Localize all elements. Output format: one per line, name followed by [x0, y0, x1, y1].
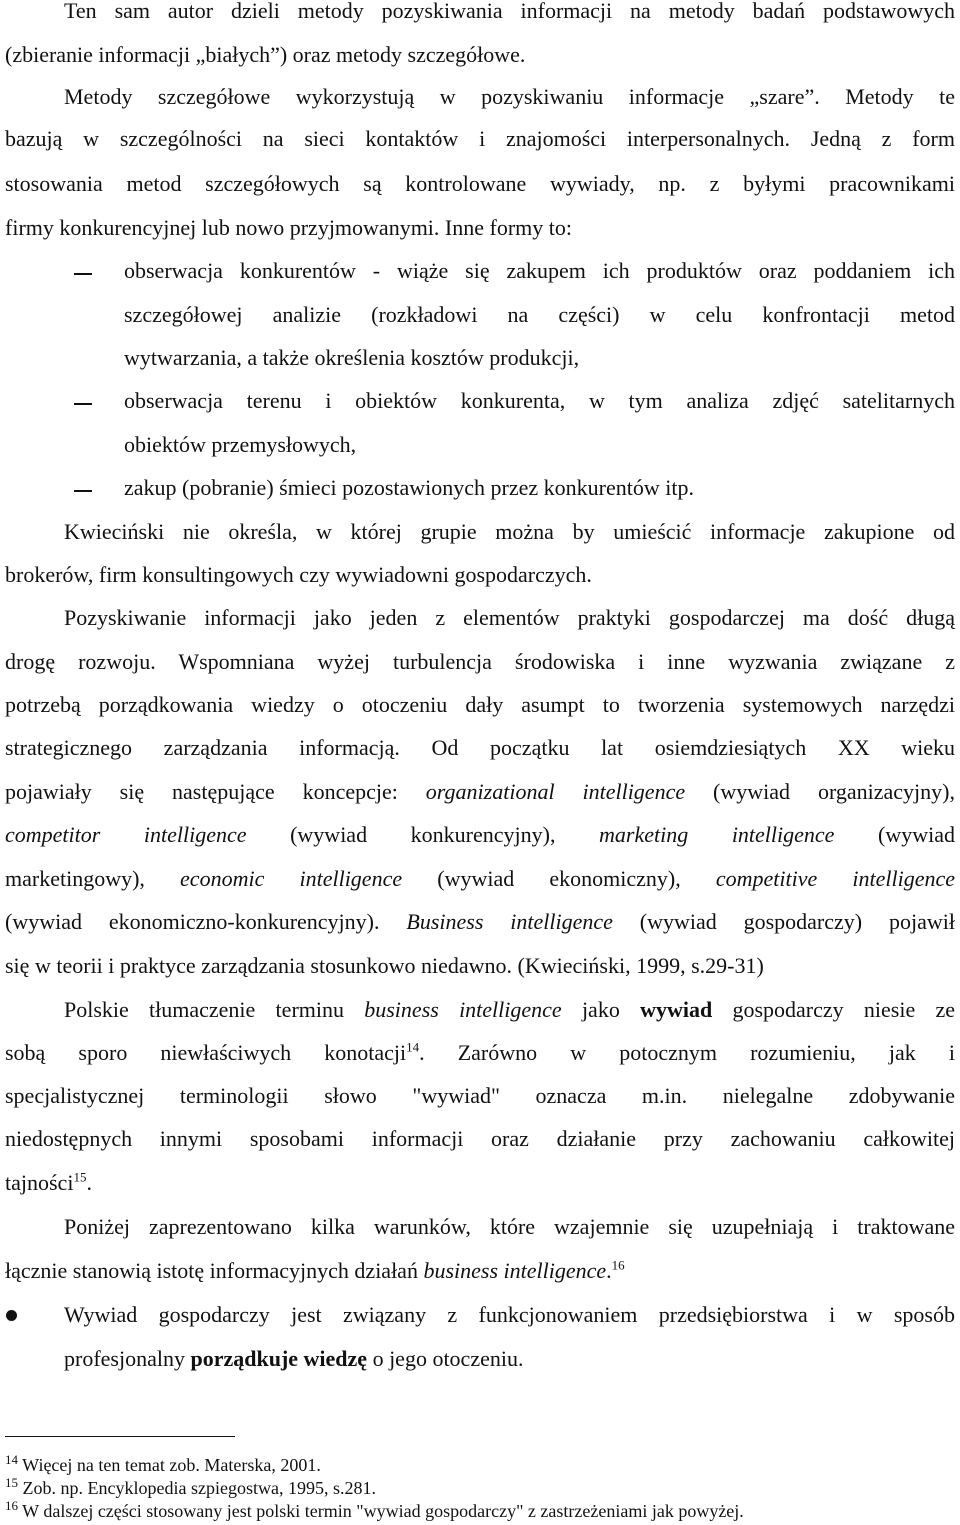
- text-line: drogę rozwoju. Wspomniana wyżej turbulencja środowiska i inne wyzwania związane z: [5, 649, 955, 674]
- text-line: Kwieciński nie określa, w której grupie można by umieścić informacje zakupione od: [64, 519, 955, 544]
- footnote-divider: [5, 1436, 235, 1437]
- text-line: Pozyskiwanie informacji jako jeden z elementów praktyki gospodarczej ma dość długą: [64, 605, 955, 630]
- footnote: $^{15}$ Zob. np. Encyklopedia szpiegostwa, 1995, s.281.: [5, 1475, 376, 1498]
- text-line: Ten sam autor dzieli metody pozyskiwania informacji na metody badań podstawowych: [64, 0, 955, 23]
- footnote-number: 15: [5, 1475, 18, 1490]
- list-item-line: obserwacja konkurentów - wiąże się zakupem ich produktów oraz poddaniem ich: [124, 258, 955, 283]
- bullet-icon: [6, 1310, 17, 1321]
- dash-marker: [74, 490, 92, 492]
- list-item-line: szczegółowej analizie (rozkładowi na części) w celu konfrontacji metod: [124, 302, 955, 327]
- text-line: się w teorii i praktyce zarządzania stosunkowo niedawno. (Kwieciński, 1999, s.29-31): [5, 953, 764, 978]
- text-line: (wywiad ekonomiczno-konkurencyjny). Business intelligence (wywiad gospodarczy) pojawił: [5, 909, 955, 934]
- bold-term: porządkuje wiedzę: [190, 1346, 368, 1371]
- list-item-line: obserwacja terenu i obiektów konkurenta, w tym analiza zdjęć satelitarnych: [124, 388, 955, 413]
- list-item-line: zakup (pobranie) śmieci pozostawionych przez konkurentów itp.: [124, 475, 694, 500]
- text-line: (zbieranie informacji „białych”) oraz metody szczegółowe.: [5, 42, 526, 67]
- text-line: pojawiały się następujące koncepcje: organizational intelligence (wywiad organizacyjny),: [5, 779, 955, 804]
- footnote-ref: 14: [406, 1039, 420, 1055]
- footnote-ref: 15: [73, 1169, 87, 1185]
- bold-term: wywiad: [640, 997, 713, 1022]
- dash-marker: [74, 403, 92, 405]
- text-line: strategicznego zarządzania informacją. Od początku lat osiemdziesiątych XX wieku: [5, 735, 955, 760]
- text-line: Metody szczegółowe wykorzystują w pozyskiwaniu informacje „szare”. Metody te: [64, 84, 955, 109]
- text-line: marketingowy), economic intelligence (wywiad ekonomiczny), competitive intelligence: [5, 866, 956, 891]
- text-line: łącznie stanowią istotę informacyjnych działań business intelligence.$^{16}$: [5, 1257, 625, 1283]
- footnote-ref: 16: [611, 1257, 625, 1273]
- italic-term: marketing intelligence: [599, 822, 835, 847]
- text-line: tajności$^{15}$.: [5, 1169, 92, 1195]
- text-line: specjalistycznej terminologii słowo "wywiad" oznacza m.in. nielegalne zdobywanie: [5, 1083, 955, 1108]
- text-line: stosowania metod szczegółowych są kontrolowane wywiady, np. z byłymi pracownikami: [5, 171, 955, 196]
- text-line: competitor intelligence (wywiad konkurencyjny), marketing intelligence (wywiad: [5, 822, 955, 847]
- dash-marker: [74, 273, 92, 275]
- footnote-number: 14: [5, 1452, 18, 1467]
- bullet-item-line: Wywiad gospodarczy jest związany z funkcjonowaniem przedsiębiorstwa i w sposób: [64, 1302, 955, 1327]
- list-item-line: obiektów przemysłowych,: [124, 432, 357, 457]
- italic-term: competitive intelligence: [715, 866, 956, 891]
- italic-term: economic intelligence: [180, 866, 403, 891]
- text-line: firmy konkurencyjnej lub nowo przyjmowanymi. Inne formy to:: [5, 215, 572, 240]
- text-line: brokerów, firm konsultingowych czy wywiadowni gospodarczych.: [5, 562, 592, 587]
- footnote: $^{16}$ W dalszej części stosowany jest polski termin "wywiad gospodarczy" z zastrzeżeniami jak powyżej.: [5, 1498, 744, 1521]
- bullet-item-line: profesjonalny porządkuje wiedzę o jego otoczeniu.: [64, 1346, 524, 1371]
- text-line: Poniżej zaprezentowano kilka warunków, które wzajemnie się uzupełniają i traktowane: [64, 1214, 955, 1239]
- italic-term: competitor intelligence: [5, 822, 247, 847]
- text-line: bazują w szczególności na sieci kontaktów i znajomości interpersonalnych. Jedną z form: [5, 126, 955, 151]
- list-item-line: wytwarzania, a także określenia kosztów produkcji,: [124, 345, 580, 370]
- text-line: potrzebą porządkowania wiedzy o otoczeniu dały asumpt to tworzenia systemowych narzędzi: [5, 692, 955, 717]
- text-line: sobą sporo niewłaściwych konotacji$^{14}$. Zarówno w potocznym rozumieniu, jak i: [5, 1039, 955, 1065]
- text-line: niedostępnych innymi sposobami informacji oraz działanie przy zachowaniu całkowitej: [5, 1126, 955, 1151]
- italic-term: organizational intelligence: [425, 779, 686, 804]
- footnote-number: 16: [5, 1498, 18, 1513]
- text-line: Polskie tłumaczenie terminu business intelligence jako wywiad gospodarczy niesie ze: [64, 997, 955, 1022]
- italic-term: business intelligence: [423, 1258, 607, 1283]
- footnote: $^{14}$ Więcej na ten temat zob. Materska, 2001.: [5, 1452, 321, 1475]
- italic-term: business intelligence: [364, 997, 562, 1022]
- italic-term: Business intelligence: [406, 909, 613, 934]
